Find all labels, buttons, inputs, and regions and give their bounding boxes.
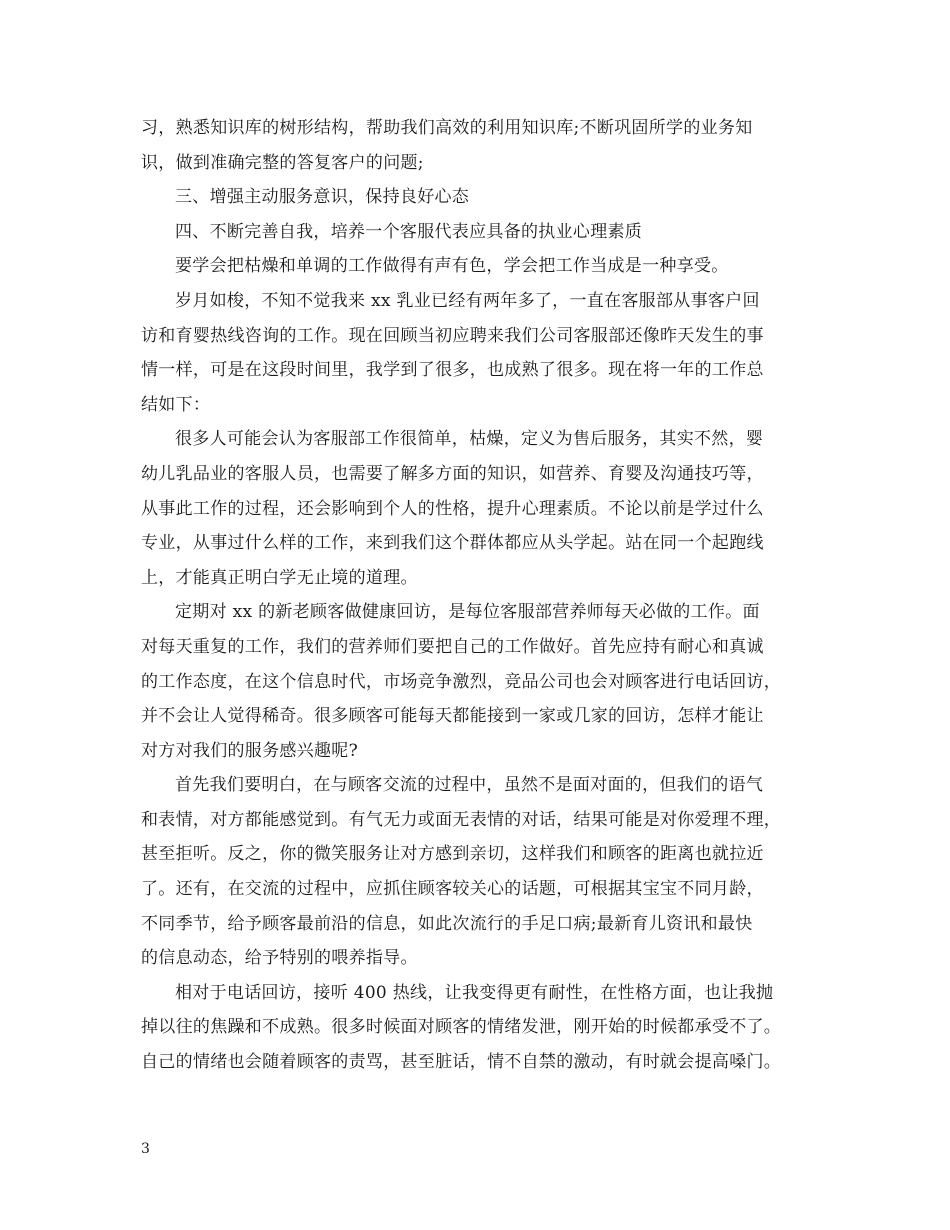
page-number: 3: [141, 1141, 150, 1157]
text-line: 和表情，对方都能感觉到。有气无力或面无表情的对话，结果可能是对你爱理不理，: [141, 809, 782, 830]
text-line: 相对于电话回访，接听 400 热线，让我变得更有耐性，在性格方面，也让我抛: [175, 982, 774, 1003]
document-body: [141, 111, 813, 1080]
text-line: 甚至拒听。反之，你的微笑服务让对方感到亲切，这样我们和顾客的距离也就拉近: [141, 844, 764, 865]
text-line: 要学会把枯燥和单调的工作做得有声有色，学会把工作当成是一种享受。: [175, 256, 729, 277]
text-line: 习，熟悉知识库的树形结构，帮助我们高效的利用知识库;不断巩固所学的业务知: [141, 118, 753, 138]
text-line: 结如下：: [141, 394, 211, 415]
text-line: 识，做到准确完整的答复客户的问题;: [141, 152, 424, 173]
text-line: 的工作态度，在这个信息时代，市场竞争激烈，竞品公司也会对顾客进行电话回访，: [141, 671, 782, 692]
text-line: 专业，从事过什么样的工作，来到我们这个群体都应从头学起。站在同一个起跑线: [141, 533, 764, 554]
text-line: 上，才能真正明白学无止境的道理。: [141, 567, 418, 588]
text-line: 自己的情绪也会随着顾客的责骂，甚至脏话，情不自禁的激动，有时就会提高嗓门。: [141, 1052, 782, 1073]
text-line: 的信息动态，给予特别的喂养指导。: [141, 948, 418, 969]
text-line: 了。还有，在交流的过程中，应抓住顾客较关心的话题，可根据其宝宝不同月龄，: [141, 879, 764, 900]
text-line: 不同季节，给予顾客最前沿的信息，如此次流行的手足口病;最新育儿资讯和最快: [141, 913, 753, 934]
text-line: 定期对 xx 的新老顾客做健康回访，是每位客服部营养师每天必做的工作。面: [175, 602, 760, 623]
text-line: 首先我们要明白，在与顾客交流的过程中，虽然不是面对面的，但我们的语气: [175, 775, 764, 796]
text-line: 幼儿乳品业的客服人员，也需要了解多方面的知识，如营养、育婴及沟通技巧等，: [141, 463, 764, 484]
text-line: 从事此工作的过程，还会影响到个人的性格，提升心理素质。不论以前是学过什么: [141, 498, 764, 519]
text-line: 掉以往的焦躁和不成熟。很多时候面对顾客的情绪发泄，刚开始的时候都承受不了。: [141, 1017, 782, 1038]
text-line: 并不会让人觉得稀奇。很多顾客可能每天都能接到一家或几家的回访，怎样才能让: [141, 706, 764, 727]
text-line: 情一样，可是在这段时间里，我学到了很多，也成熟了很多。现在将一年的工作总: [141, 360, 764, 381]
text-line: 对每天重复的工作，我们的营养师们要把自己的工作做好。首先应持有耐心和真诚: [141, 636, 764, 657]
text-line: 很多人可能会认为客服部工作很简单，枯燥，定义为售后服务，其实不然，婴: [175, 429, 764, 450]
text-line: 四、不断完善自我，培养一个客服代表应具备的执业心理素质: [175, 221, 643, 242]
text-line: 对方对我们的服务感兴趣呢?: [141, 740, 359, 761]
text-line: 岁月如梭，不知不觉我来 xx 乳业已经有两年多了，一直在客服部从事客户回: [175, 290, 760, 311]
text-line: 访和育婴热线咨询的工作。现在回顾当初应聘来我们公司客服部还像昨天发生的事: [141, 325, 764, 346]
text-line: 三、增强主动服务意识，保持良好心态: [175, 187, 470, 208]
